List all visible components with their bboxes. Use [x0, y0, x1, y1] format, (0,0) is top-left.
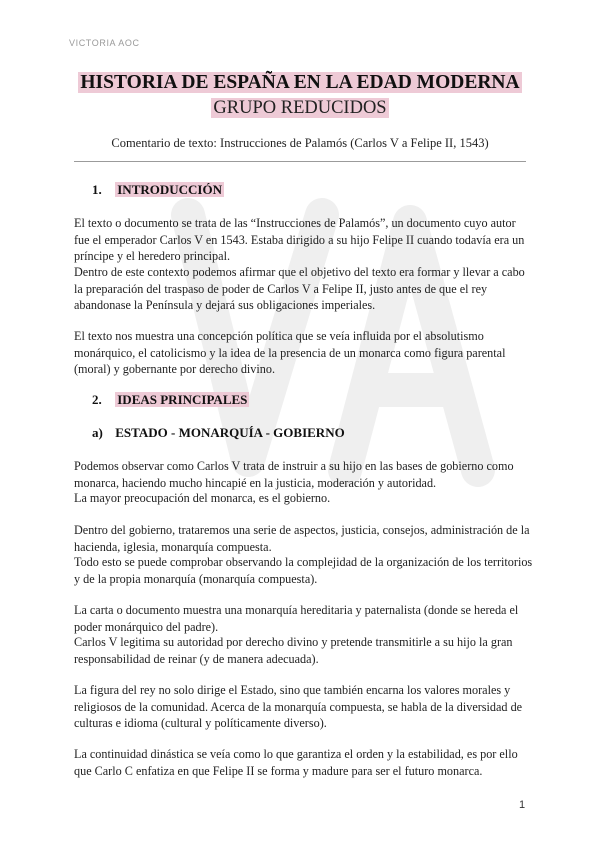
paragraph: La continuidad dinástica se veía como lo que garantiza el orden y la estabilidad, es por ello que Carlo C enfatiza en que Felipe II se forma y madure para ser el futuro monarca.	[74, 747, 518, 778]
document-title	[0, 72, 600, 94]
brand-mark: VICTORIA AOC	[69, 38, 140, 48]
section-title: IDEAS PRINCIPALES	[117, 392, 248, 407]
paragraph: El texto nos muestra una concepción política que se veía influida por el absolutismo monárquico, el catolicismo y la idea de la presencia de un monarca como figura parental (moral) y gobernante por derecho divino.	[74, 329, 506, 376]
paragraph: Dentro de este contexto podemos afirmar que el objetivo del texto era formar y llevar a cabo la preparación del traspaso de poder de Carlos V a Felipe II, justo antes de que el rey abandonase la Península y dejará sus obligaciones imperiales.	[74, 265, 525, 312]
paragraph: El texto o documento se trata de las “Instrucciones de Palamós”, un documento cuyo autor fue el emperador Carlos V en 1543. Estaba dirigido a su hijo Felipe II cuando todavía era un príncipe y el heredero principal.	[74, 216, 525, 263]
section-heading-introduccion	[92, 182, 224, 198]
paragraph: La mayor preocupación del monarca, es el gobierno.	[74, 491, 331, 505]
paragraph: Carlos V legitima su autoridad por derecho divino y pretende transmitirle a su hijo la gran responsabilidad de reinar (y de manera adecuada).	[74, 635, 513, 666]
section-number: 2.	[92, 392, 102, 407]
paragraph: La carta o documento muestra una monarquía hereditaria y paternalista (donde se hereda el poder monárquico del padre).	[74, 603, 519, 634]
paragraph: Podemos observar como Carlos V trata de instruir a su hijo en las bases de gobierno como monarca, haciendo mucho hincapié en la justicia, moderación y autoridad.	[74, 459, 514, 490]
section-number: 1.	[92, 182, 102, 197]
document-subtitle	[0, 98, 600, 119]
paragraph: Dentro del gobierno, trataremos una serie de aspectos, justicia, consejos, administración de la hacienda, iglesia, monarquía compuesta.	[74, 523, 530, 554]
page-number: 1	[519, 799, 526, 811]
divider	[74, 161, 526, 162]
subsection-heading-estado	[92, 425, 345, 441]
subsection-title: ESTADO - MONARQUÍA - GOBIERNO	[115, 425, 345, 440]
paragraph: La figura del rey no solo dirige el Estado, sino que también encarna los valores morales y religiosos de la comunidad. Acerca de la monarquía compuesta, se habla de la diversidad de culturas e idioma (cultural y políticamente diverso).	[74, 683, 523, 730]
paragraph: Todo esto se puede comprobar observando la complejidad de la organización de los territorios y de la propia monarquía (monarquía compuesta).	[74, 555, 533, 586]
section-heading-ideas-principales	[92, 392, 249, 408]
document-subtitle-text: GRUPO REDUCIDOS	[213, 98, 387, 118]
subsection-letter: a)	[92, 425, 103, 440]
document-topic: Comentario de texto: Instrucciones de Palamós (Carlos V a Felipe II, 1543)	[111, 136, 489, 150]
section-title: INTRODUCCIÓN	[117, 182, 222, 197]
document-title-text: HISTORIA DE ESPAÑA EN LA EDAD MODERNA	[80, 72, 520, 93]
